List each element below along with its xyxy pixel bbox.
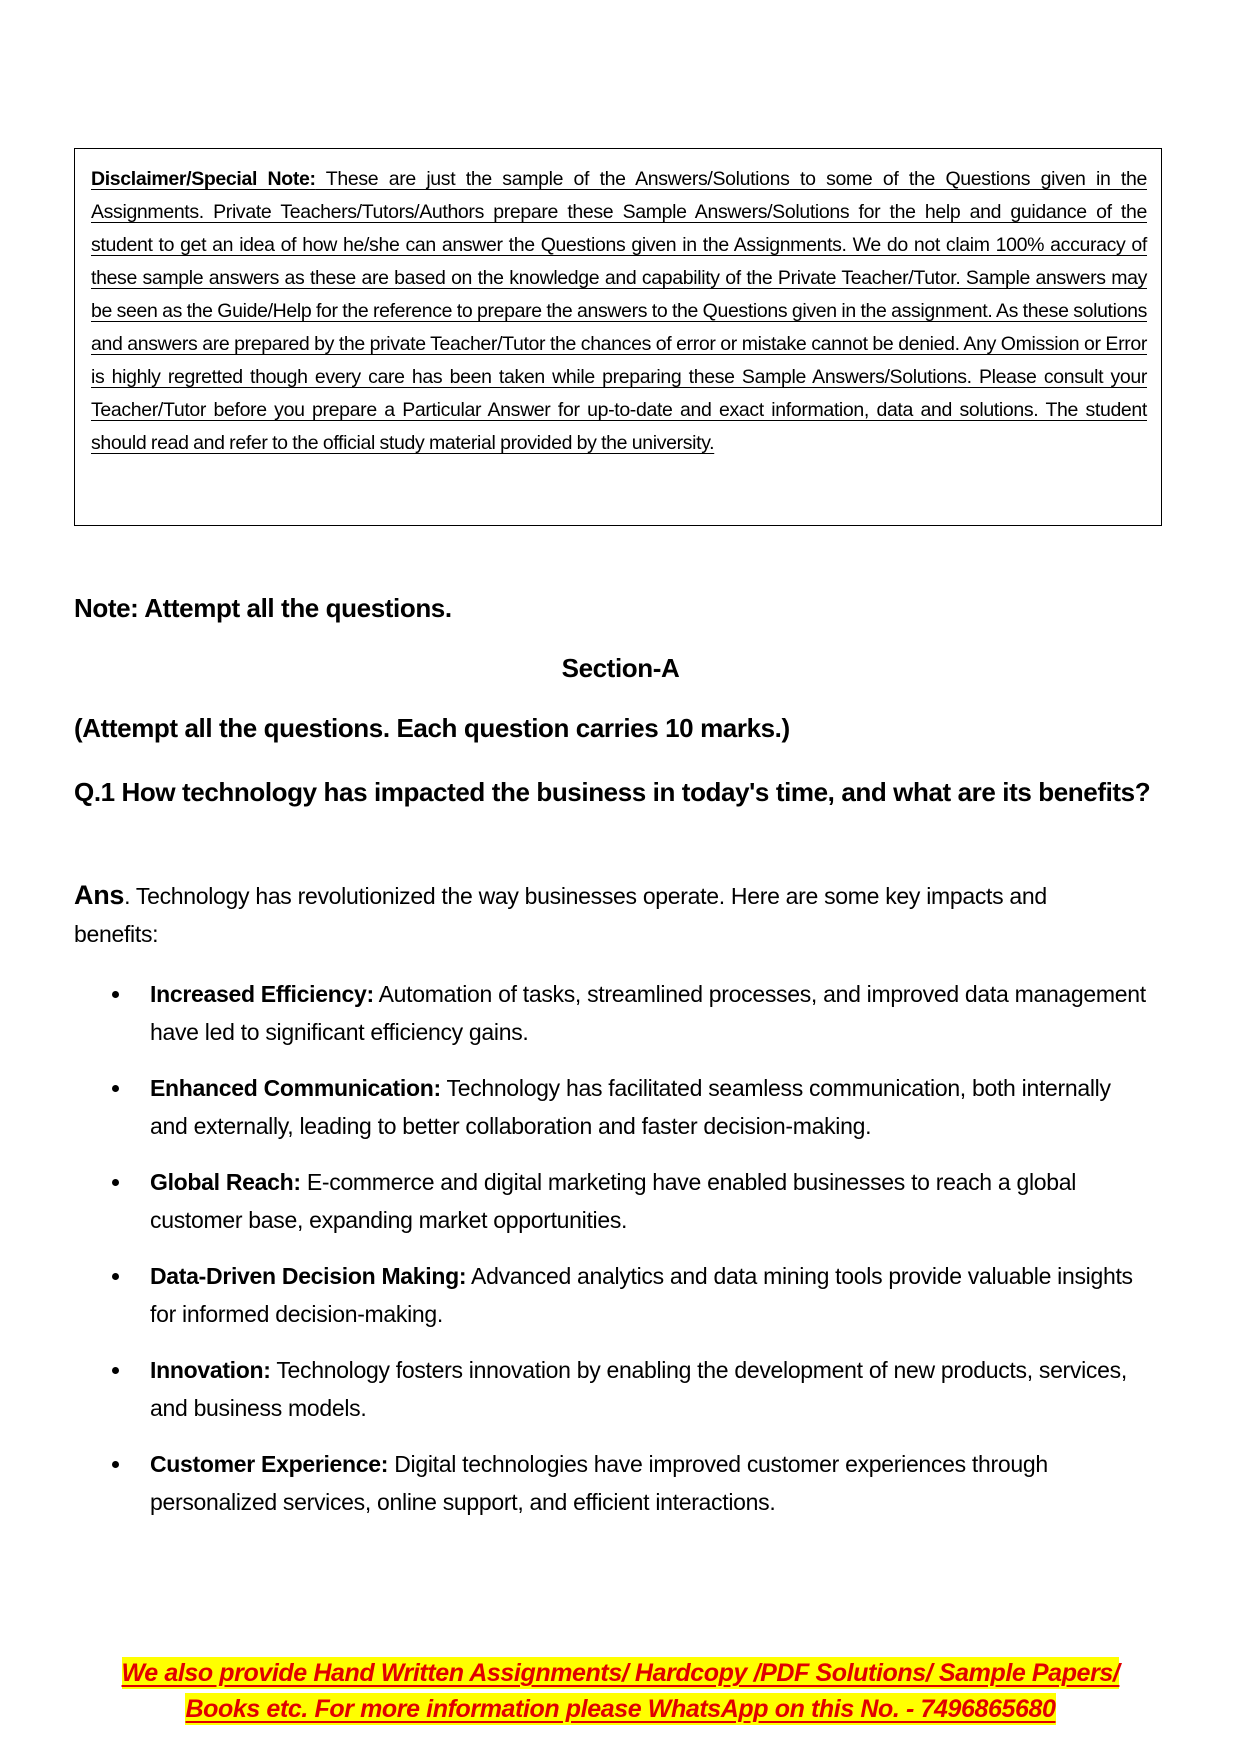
point-title: Innovation: (150, 1357, 271, 1383)
list-item (0, 1445, 1150, 1521)
disclaimer-body: These are just the sample of the Answers/Solutions to some of the Questions given in the Assignments. Private Teachers/Tutors/Authors prepare these Sample Answers/Solutions for the help and guidance of the student to get an idea of how he/she can answer the Questions given in the Assignments. We do not claim 100% accuracy of these sample answers as these are based on the knowledge and capability of the Private Teacher/Tutor. Sample answers may be seen as the Guide/Help for the reference to prepare the answers to the Questions given in the assignment. As these solutions and answers are prepared by the private Teacher/Tutor the chances of error or mistake cannot be denied. Any Omission or Error is highly regretted though every care has been taken while preparing these Sample Answers/Solutions. Please consult your Teacher/Tutor before you prepare a Particular Answer for up-to-date and exact information, data and solutions. The student should read and refer to the official study material provided by the university. (91, 168, 1147, 454)
answer-intro-text: . Technology has revolutionized the way businesses operate. Here are some key impacts and benefits: (74, 883, 1047, 947)
disclaimer-text (91, 163, 1147, 460)
promo-line-1: We also provide Hand Written Assignments/ Hardcopy /PDF Solutions/ Sample Papers/ (121, 1659, 1120, 1687)
point-title: Increased Efficiency: (150, 981, 374, 1007)
disclaimer-label: Disclaimer/Special Note: (91, 168, 316, 190)
point-title: Customer Experience: (150, 1451, 389, 1477)
bullet-icon (112, 1085, 119, 1092)
bullet-icon (112, 1367, 119, 1374)
point-text: Advanced analytics and data mining tools provide valuable insights for informed decision-making. (150, 1263, 1133, 1327)
list-item (0, 1069, 1150, 1145)
point-title: Global Reach: (150, 1169, 301, 1195)
list-item (0, 1257, 1150, 1333)
list-item (0, 975, 1150, 1051)
section-instruction: (Attempt all the questions. Each question carries 10 marks.) (74, 713, 790, 743)
point-text: Digital technologies have improved customer experiences through personalized services, online support, and efficient interactions. (150, 1451, 1048, 1515)
point-text: E-commerce and digital marketing have enabled businesses to reach a global customer base, expanding market opportunities. (150, 1169, 1077, 1233)
bullet-icon (112, 1179, 119, 1186)
list-item (0, 1351, 1150, 1427)
point-title: Enhanced Communication: (150, 1075, 441, 1101)
bullet-icon (112, 1273, 119, 1280)
answer-intro (74, 876, 1094, 953)
point-text: Automation of tasks, streamlined processes, and improved data management have led to significant efficiency gains. (150, 981, 1146, 1045)
disclaimer-box (74, 148, 1162, 526)
section-title: Section-A (561, 653, 680, 683)
promo-footer (0, 1655, 1241, 1727)
point-title: Data-Driven Decision Making: (150, 1263, 467, 1289)
promo-line-2: Books etc. For more information please WhatsApp on this No. - 7496865680 (185, 1695, 1056, 1723)
bullet-icon (112, 1461, 119, 1468)
note-heading: Note: Attempt all the questions. (74, 593, 452, 623)
question-1: Q.1 How technology has impacted the business in today's time, and what are its benefits? (74, 777, 1151, 807)
benefits-list (0, 975, 1241, 1539)
point-text: Technology fosters innovation by enabling the development of new products, services, and business models. (150, 1357, 1127, 1421)
bullet-icon (112, 991, 119, 998)
point-text: Technology has facilitated seamless communication, both internally and externally, leading to better collaboration and faster decision-making. (150, 1075, 1111, 1139)
list-item (0, 1163, 1150, 1239)
answer-label: Ans (74, 880, 125, 910)
